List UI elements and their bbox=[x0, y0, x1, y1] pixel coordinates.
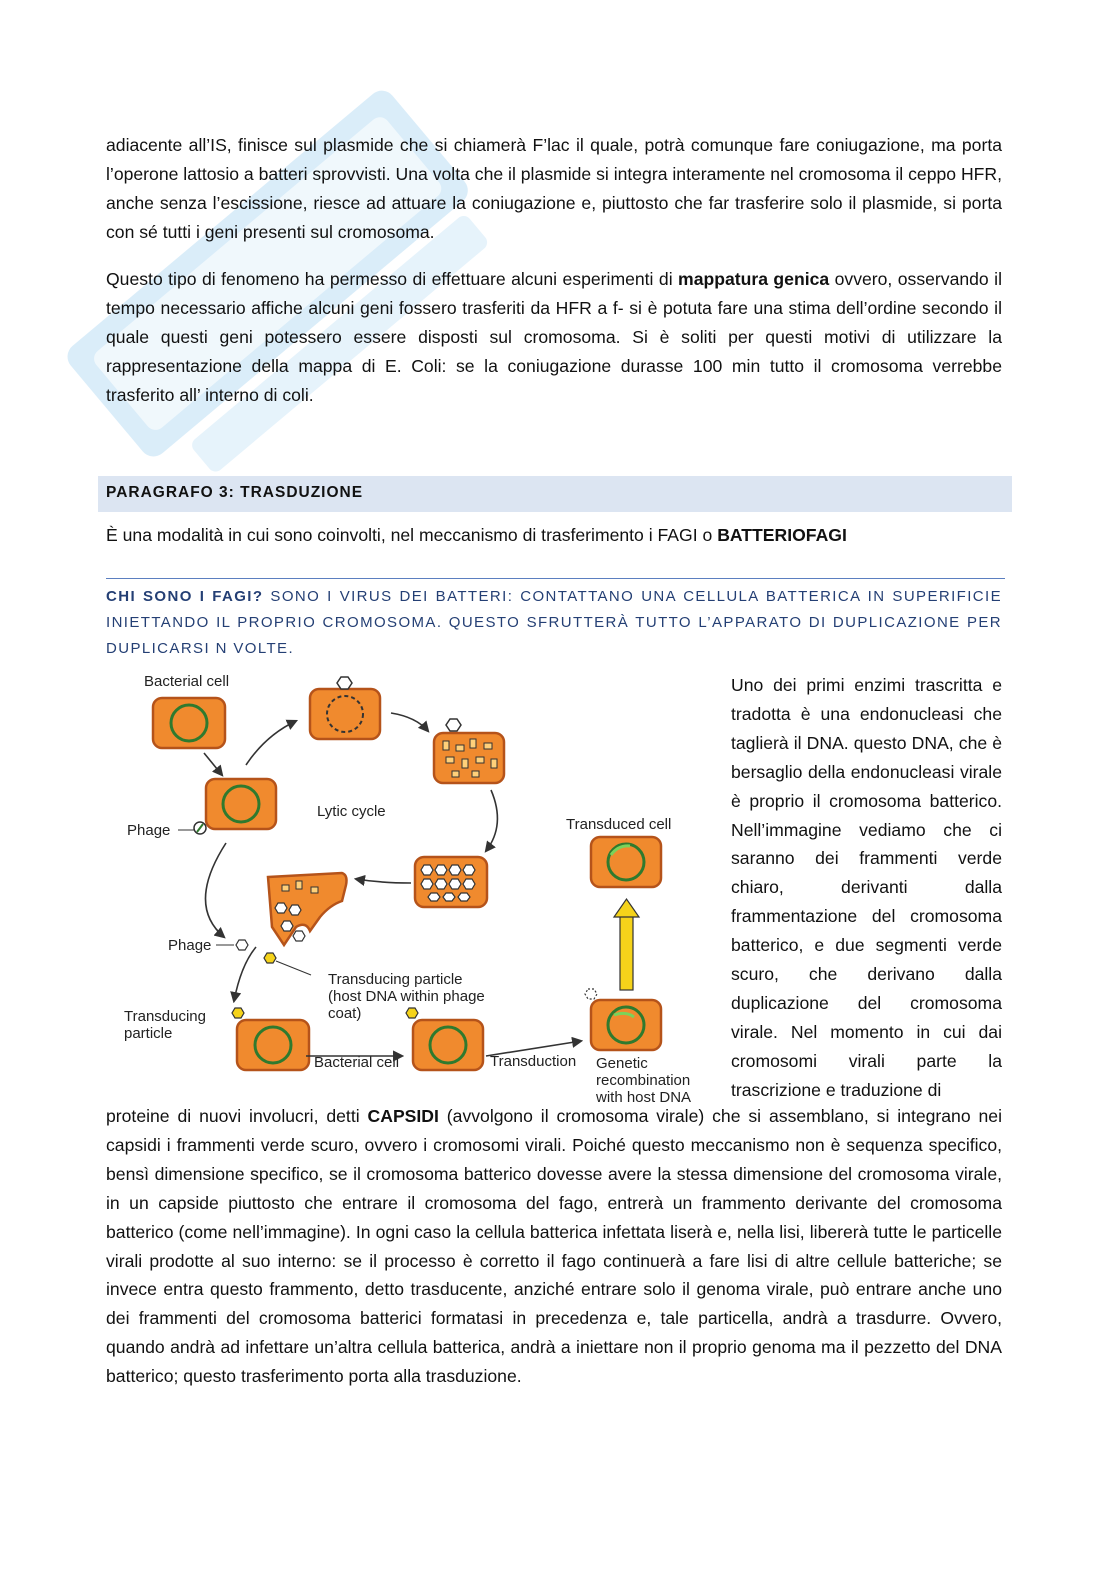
bacterial-cell-bottom-left bbox=[237, 1020, 309, 1070]
paragraph-intro: adiacente all’IS, finisce sul plasmide che si chiamerà F’lac il quale, potrà comunque fare coniugazione, ma porta l’operone lattosio a batteri sprovvisti. Una volta che il plasmide si integra interamente nel cromosoma il ceppo HFR, anche senza l’escissione, riesce ad attuare la coniugazione e, piuttosto che far trasferire solo il plasmide, si porta con sé tutti i geni presenti sul cromosoma. bbox=[106, 135, 1002, 242]
paragraph-capsids-start: proteine di nuovi involucri, detti bbox=[106, 1106, 368, 1126]
transduction-diagram-svg bbox=[106, 665, 721, 1110]
lysing-cell bbox=[268, 873, 347, 945]
label-transduced-cell: Transduced cell bbox=[566, 816, 672, 833]
section-title: PARAGRAFO 3: TRASDUZIONE bbox=[106, 484, 364, 501]
cell-top-center bbox=[310, 677, 380, 739]
subheading-lead: CHI SONO I FAGI? bbox=[106, 588, 264, 605]
keyword-gene-mapping: mappatura genica bbox=[678, 269, 830, 289]
label-transduction: Transduction bbox=[490, 1053, 577, 1070]
bacterial-cell-bottom-middle bbox=[406, 1008, 483, 1070]
subheading bbox=[106, 584, 1002, 662]
transducing-particle-left bbox=[232, 1008, 244, 1018]
phage-attached-1 bbox=[194, 822, 206, 834]
paragraph-mapping-end: ovvero, osservando il tempo necessario affiche alcuni geni fossero trasferiti da HFR a f- si è potuta fare una stima dell’ordine secondo il quale questi geni potessero essere disposti sul cromosoma. Si è soliti per questi motivi di utilizzare la rappresentazione della mappa di E. Coli: se la coniugazione durasse 100 min tutto il cromosoma verrebbe trasferito all’ interno di coli. bbox=[106, 269, 1002, 405]
label-bacterial-cell-top: Bacterial cell bbox=[144, 673, 230, 690]
recombining-cell bbox=[585, 989, 661, 1050]
keyword-batteriofagi: BATTERIOFAGI bbox=[717, 525, 847, 545]
transduced-cell bbox=[591, 837, 661, 887]
label-transducing-particle-3: coat) bbox=[328, 1005, 362, 1022]
subheading-rule bbox=[106, 578, 1005, 579]
label-genetic-3: with host DNA bbox=[596, 1089, 692, 1106]
label-transducing-particle-1: Transducing particle bbox=[328, 971, 463, 988]
paragraph-mapping-start: Questo tipo di fenomeno ha permesso di effettuare alcuni esperimenti di bbox=[106, 269, 679, 289]
subheading-rest: SONO I VIRUS DEI BATTERI: CONTATTANO UNA CELLULA BATTERICA IN SUPERIFICIE INIETTANDO IL PROPRIO CROMOSOMA. QUESTO SFRUTTERÀ TUTTO L’APPARATO DI DUPLICAZIONE PER DUPLICARSI N VOLTE. bbox=[106, 588, 1002, 657]
paragraph-capsids-end: (avvolgono il cromosoma virale) che si assemblano, si integrano nei capsidi i frammenti verde scuro, ovvero i cromosomi virali. Poiché questo meccanismo non è sequenza specifico, bensì dimensione specifico, se il cromosoma batterico dovesse avere la stessa dimensione del cromosoma virale, in un capside piuttosto che entrare il cromosoma del fago, entrerà un frammento derivante del cromosoma batterico (come nell’immagine). In ogni caso la cellula batterica infettata liserà e, nella lisi, libererà tutte le particelle virali prodotte al suo interno: se il processo è corretto il fago continuerà a fare lisi di altre cellule batteriche; se invece entra questo frammento, detto trasducente, anziché entrare solo il genoma virale, può entrare anche uno dei frammenti del cromosoma batterici formatasi in precedenza e, tale particella, andrà a trasdurre. Ovvero, quando andrà ad infettare un’altra cellula batterica, andrà a iniettare non il proprio genoma ma il pezzetto del DNA batterico; questo trasferimento porta alla trasduzione. bbox=[106, 1106, 1003, 1387]
yellow-arrow-icon bbox=[614, 899, 639, 990]
paragraph-endonuclease: Uno dei primi enzimi trascritta e tradotta è una endonucleasi che taglierà il DNA. questo DNA, che è bersaglio della endonucleasi virale è proprio il cromosoma batterico. Nell’immagine vediamo che ci saranno dei frammenti verde chiaro, derivanti dalla frammentazione del cromosoma batterico, e due segmenti verde scuro, che derivano dalla duplicazione del cromosoma virale. Nel momento in cui dai cromosomi virali parte la trascrizione e traduzione di bbox=[731, 675, 1002, 1100]
section-heading-bar bbox=[98, 476, 1012, 512]
label-transducing-particle-2: (host DNA within phage bbox=[328, 988, 485, 1005]
label-phage-2: Phage bbox=[168, 937, 212, 954]
label-transducing-left-1: Transducing bbox=[124, 1008, 206, 1025]
label-bacterial-cell-bottom: Bacterial cell bbox=[314, 1054, 400, 1071]
cell-full-of-phages bbox=[415, 857, 487, 907]
label-phage-1: Phage bbox=[127, 822, 171, 839]
label-genetic-1: Genetic bbox=[596, 1055, 648, 1072]
paragraph-definition bbox=[106, 521, 1002, 550]
keyword-capsidi: CAPSIDI bbox=[367, 1106, 439, 1126]
paragraph-capsids bbox=[106, 1102, 1002, 1391]
paragraph-definition-text: È una modalità in cui sono coinvolti, nel meccanismo di trasferimento i FAGI o bbox=[106, 525, 718, 545]
infected-cell bbox=[206, 779, 276, 829]
label-transducing-left-2: particle bbox=[124, 1025, 173, 1042]
cell-fragmented-dna bbox=[434, 719, 504, 783]
label-genetic-2: recombination bbox=[596, 1072, 691, 1089]
released-phage bbox=[216, 940, 248, 950]
transduction-diagram bbox=[106, 665, 721, 1110]
label-lytic-cycle: Lytic cycle bbox=[317, 803, 386, 820]
paragraph-mapping bbox=[106, 265, 1002, 410]
released-transducing-particle bbox=[264, 953, 311, 975]
bacterial-cell-top-left bbox=[153, 698, 225, 748]
